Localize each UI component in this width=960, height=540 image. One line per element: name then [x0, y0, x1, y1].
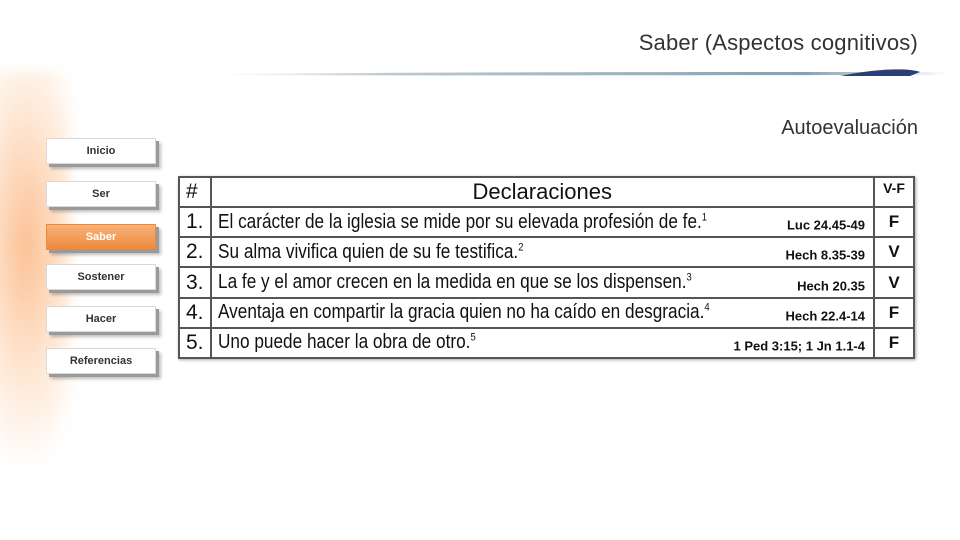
nav-label: Saber: [85, 231, 117, 243]
footnote-marker: 5: [469, 331, 476, 344]
bible-reference: Hech 20.35: [797, 278, 865, 294]
nav-button-referencias[interactable]: [46, 348, 156, 374]
statement-cell: [211, 207, 874, 237]
nav-label: Hacer: [85, 313, 117, 325]
statement-cell: [211, 298, 874, 328]
row-number: 2.: [179, 237, 211, 267]
table-header-row: [179, 177, 914, 207]
page-title: Saber (Aspectos cognitivos): [638, 30, 918, 55]
row-number: 3.: [179, 267, 211, 297]
table-row: [179, 237, 914, 267]
table-row: [179, 298, 914, 328]
table-row: [179, 207, 914, 237]
nav-button-ser[interactable]: [46, 181, 156, 207]
nav-button-sostener[interactable]: [46, 264, 156, 290]
nav-button-hacer[interactable]: [46, 306, 156, 332]
answer-cell[interactable]: [874, 328, 914, 358]
table-row: [179, 328, 914, 358]
table-row: [179, 267, 914, 297]
bible-reference: Luc 24.45-49: [786, 217, 865, 233]
statement-text: Aventaja en compartir la gracia quien no ha caído en desgracia.: [217, 301, 704, 324]
nav-label: Inicio: [86, 145, 116, 157]
answer-cell[interactable]: [874, 298, 914, 328]
row-number: 4.: [179, 298, 211, 328]
footnote-marker: 3: [686, 271, 692, 284]
answer-value: F: [888, 302, 900, 322]
nav-label: Ser: [92, 188, 110, 200]
statement-text: El carácter de la iglesia se mide por su elevada profesión de fe.: [217, 210, 702, 233]
column-header-declarations: Declaraciones: [211, 177, 874, 207]
nav-label: Sostener: [77, 271, 125, 283]
statement-text: La fe y el amor crecen en la medida en que se los dispensen.: [217, 271, 687, 294]
statement-cell: [211, 237, 874, 267]
statement-cell: [211, 267, 874, 297]
nav-button-saber[interactable]: [46, 224, 156, 250]
answer-value: V: [888, 272, 900, 292]
footnote-marker: 4: [703, 301, 710, 314]
section-title: Autoevaluación: [781, 117, 918, 139]
statement-text: Uno puede hacer la obra de otro.: [217, 331, 470, 354]
answer-cell[interactable]: [874, 267, 914, 297]
statement-cell: [211, 328, 874, 358]
row-number: 5.: [179, 328, 211, 358]
answer-value: F: [888, 332, 900, 352]
bible-reference: Hech 8.35-39: [785, 247, 865, 263]
nav-label: Referencias: [69, 355, 133, 367]
column-header-num: #: [179, 177, 211, 207]
answer-cell[interactable]: [874, 237, 914, 267]
footnote-marker: 2: [517, 241, 523, 254]
self-assessment-table: [178, 176, 915, 359]
row-number: 1.: [179, 207, 211, 237]
bible-reference: Hech 22.4-14: [785, 308, 865, 324]
column-header-vf: V-F: [874, 177, 914, 207]
nav-button-inicio[interactable]: [46, 138, 156, 164]
answer-cell[interactable]: [874, 207, 914, 237]
footnote-marker: 1: [701, 211, 707, 224]
statement-text: Su alma vivifica quien de su fe testifica.: [217, 240, 518, 263]
bible-reference: 1 Ped 3:15; 1 Jn 1.1-4: [733, 338, 865, 354]
title-underline: [220, 66, 950, 82]
answer-value: F: [888, 212, 900, 232]
answer-value: V: [888, 242, 900, 262]
